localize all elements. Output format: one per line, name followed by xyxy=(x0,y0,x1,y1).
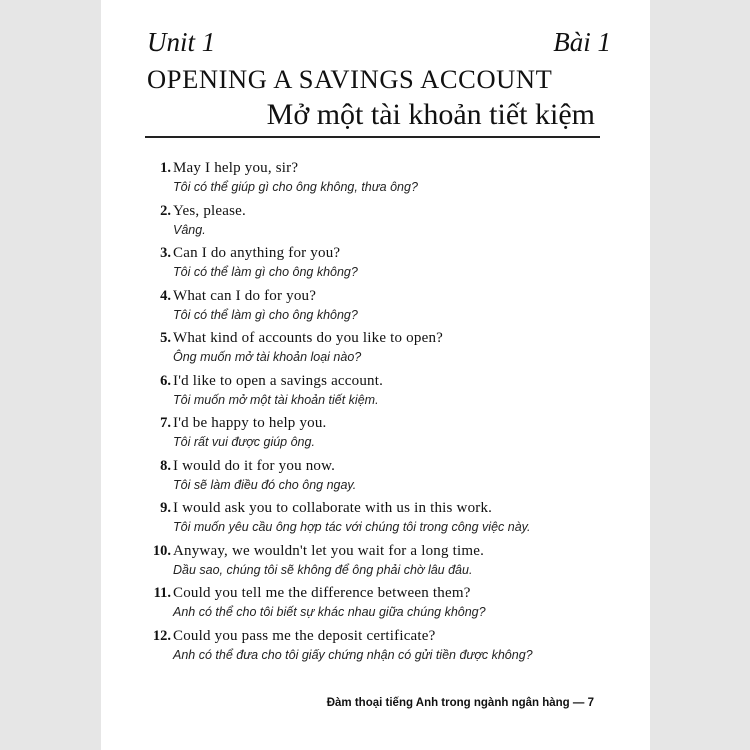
phrase-english: Can I do anything for you? xyxy=(173,245,341,261)
phrase-number: 4. xyxy=(160,287,171,304)
phrase-list xyxy=(147,160,617,670)
phrase-item xyxy=(147,203,617,246)
phrase-item xyxy=(147,543,617,586)
phrase-english: I would ask you to collaborate with us in this work. xyxy=(173,500,493,516)
phrase-vietnamese: Tôi muốn yêu cầu ông hợp tác với chúng tôi trong công việc này. xyxy=(173,520,531,534)
page-footer: Đàm thoại tiếng Anh trong ngành ngân hàng — 7 xyxy=(326,697,594,709)
phrase-english: What kind of accounts do you like to open? xyxy=(173,330,443,346)
phrase-item xyxy=(147,373,617,416)
phrase-number: 12. xyxy=(152,627,171,644)
phrase-item xyxy=(147,245,617,288)
phrase-number: 7. xyxy=(160,415,171,431)
phrase-vietnamese: Vâng. xyxy=(173,222,206,237)
phrase-english: Could you pass me the deposit certificate? xyxy=(173,627,436,644)
phrase-vietnamese: Tôi rất vui được giúp ông. xyxy=(173,435,315,449)
phrase-item xyxy=(147,330,617,373)
unit-label: Unit 1 xyxy=(147,27,216,57)
phrase-vietnamese: Anh có thể cho tôi biết sự khác nhau giữa chúng không? xyxy=(173,605,486,619)
phrase-number: 6. xyxy=(160,372,171,389)
phrase-english: I'd like to open a savings account. xyxy=(173,372,384,389)
phrase-number: 10. xyxy=(152,542,171,559)
phrase-number: 5. xyxy=(160,330,171,346)
phrase-number: 1. xyxy=(160,160,171,176)
title-english: OPENING A SAVINGS ACCOUNT xyxy=(147,64,553,94)
phrase-vietnamese: Tôi có thể làm gì cho ông không? xyxy=(173,265,358,279)
phrase-item xyxy=(147,160,617,203)
phrase-vietnamese: Anh có thể đưa cho tôi giấy chứng nhận có gửi tiền được không? xyxy=(173,647,533,662)
book-page xyxy=(101,0,650,750)
phrase-vietnamese: Tôi sẽ làm điều đó cho ông ngay. xyxy=(173,477,357,492)
phrase-number: 9. xyxy=(160,500,171,516)
lesson-label: Bài 1 xyxy=(553,27,611,57)
phrase-vietnamese: Dầu sao, chúng tôi sẽ không để ông phải chờ lâu đâu. xyxy=(173,562,473,577)
phrase-english: What can I do for you? xyxy=(173,287,317,304)
title-divider xyxy=(145,136,600,138)
phrase-english: I'd be happy to help you. xyxy=(173,415,327,431)
phrase-item xyxy=(147,500,617,543)
phrase-number: 8. xyxy=(160,457,171,474)
phrase-item xyxy=(147,415,617,458)
phrase-vietnamese: Tôi có thể làm gì cho ông không? xyxy=(173,307,358,322)
title-vietnamese: Mở một tài khoản tiết kiệm xyxy=(266,98,595,131)
phrase-english: Anyway, we wouldn't let you wait for a long time. xyxy=(173,542,485,559)
phrase-item xyxy=(147,458,617,501)
phrase-english: May I help you, sir? xyxy=(173,160,299,176)
phrase-english: I would do it for you now. xyxy=(173,457,336,474)
phrase-vietnamese: Ông muốn mở tài khoản loại nào? xyxy=(173,350,362,364)
phrase-english: Yes, please. xyxy=(173,202,246,219)
phrase-number: 11. xyxy=(153,585,171,601)
phrase-vietnamese: Tôi muốn mở một tài khoản tiết kiệm. xyxy=(173,392,379,407)
phrase-item xyxy=(147,628,617,671)
phrase-number: 2. xyxy=(160,202,171,219)
phrase-number: 3. xyxy=(160,245,171,261)
phrase-vietnamese: Tôi có thể giúp gì cho ông không, thưa ông? xyxy=(173,180,418,194)
phrase-english: Could you tell me the difference between them? xyxy=(173,585,471,601)
phrase-item xyxy=(147,288,617,331)
phrase-item xyxy=(147,585,617,628)
